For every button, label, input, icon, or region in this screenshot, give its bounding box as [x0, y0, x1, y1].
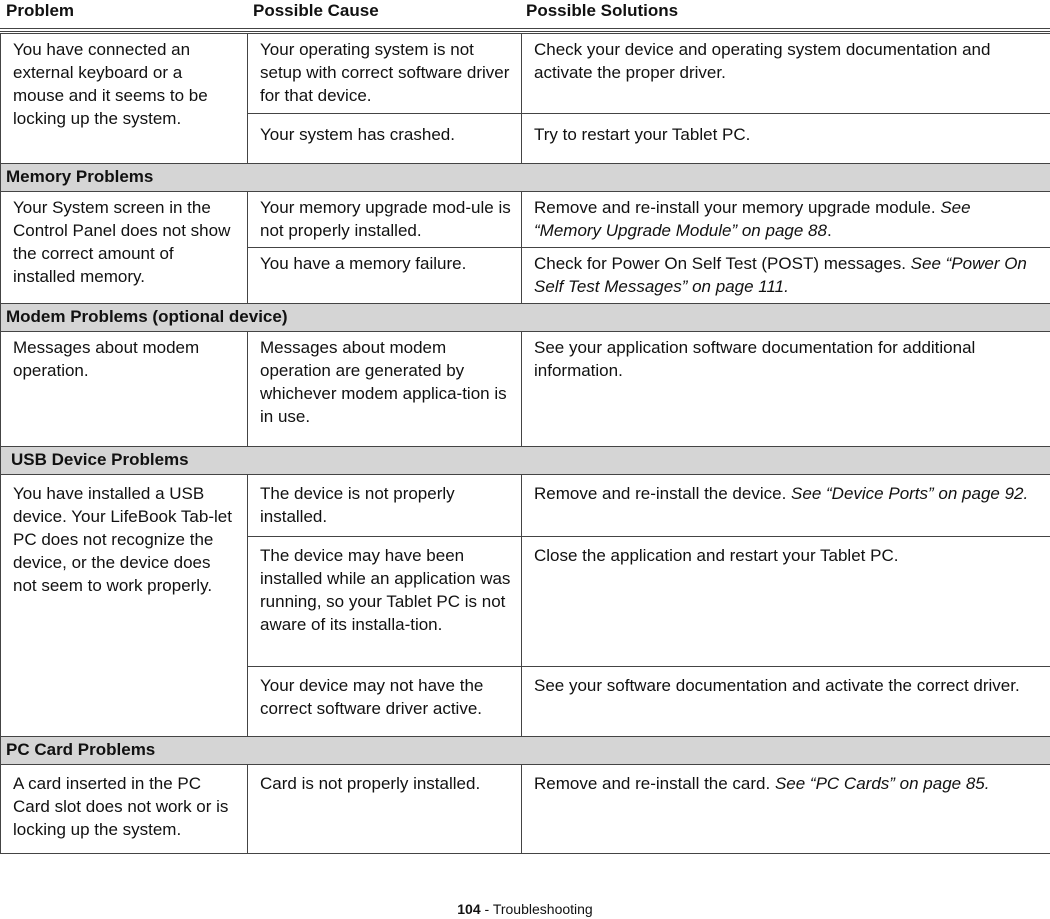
cross-reference-link[interactable]: See “Device Ports” on page 92.: [791, 484, 1029, 503]
table-row: [1, 332, 1050, 447]
troubleshooting-table: [0, 33, 1050, 854]
header-double-rule: [0, 31, 1050, 32]
cause-cell: Card is not properly installed.: [248, 765, 522, 854]
section-heading-modem: Modem Problems (optional device): [1, 304, 1050, 332]
section-row: [1, 164, 1050, 192]
solution-text: Remove and re-install the device.: [534, 484, 792, 503]
section-row: [1, 737, 1050, 765]
footer-separator: -: [480, 901, 493, 917]
cross-reference-link[interactable]: See “Power On Self Test Messages” on page 111.: [534, 254, 1027, 296]
solution-cell: See your software documentation and activate the correct driver.: [522, 667, 1050, 737]
solution-text: Remove and re-install your memory upgrade module.: [534, 198, 941, 217]
section-heading-memory: Memory Problems: [1, 164, 1050, 192]
header-possible-solutions: Possible Solutions: [526, 1, 679, 20]
solution-cell: [522, 192, 1050, 248]
header-problem: Problem: [6, 1, 75, 20]
cause-cell: The device is not properly installed.: [248, 475, 522, 537]
chapter-name: Troubleshooting: [492, 901, 593, 917]
solution-cell: See your application software documentation for additional information.: [522, 332, 1050, 447]
section-row: [1, 447, 1050, 475]
solution-cell: [522, 475, 1050, 537]
problem-cell: Messages about modem operation.: [1, 332, 248, 447]
cross-reference-link[interactable]: See “Memory Upgrade Module” on page 88: [534, 198, 971, 240]
page-number: 104: [457, 901, 481, 917]
cause-cell: Messages about modem operation are generated by whichever modem applica-tion is in use.: [248, 332, 522, 447]
table-row: [1, 475, 1050, 537]
solution-cell: [522, 765, 1050, 854]
cause-cell: Your system has crashed.: [248, 114, 522, 164]
table-row: [1, 192, 1050, 248]
cause-cell: Your operating system is not setup with correct software driver for that device.: [248, 34, 522, 114]
table-row: [1, 765, 1050, 854]
solution-text-end: .: [826, 221, 832, 240]
cross-reference-link[interactable]: See “PC Cards” on page 85.: [774, 774, 990, 793]
problem-cell: Your System screen in the Control Panel does not show the correct amount of installed memory.: [1, 192, 248, 304]
section-heading-pc-card: PC Card Problems: [1, 737, 1050, 765]
header-possible-cause: Possible Cause: [253, 1, 379, 20]
table-header: [0, 0, 1050, 29]
solution-text: Check for Power On Self Test (POST) messages.: [534, 254, 911, 273]
section-row: [1, 304, 1050, 332]
cause-cell: Your device may not have the correct software driver active.: [248, 667, 522, 737]
solution-cell: Close the application and restart your Tablet PC.: [522, 537, 1050, 667]
problem-cell: A card inserted in the PC Card slot does not work or is locking up the system.: [1, 765, 248, 854]
solution-cell: Check your device and operating system documentation and activate the proper driver.: [522, 34, 1050, 114]
section-heading-usb: USB Device Problems: [1, 447, 1050, 475]
problem-cell: You have connected an external keyboard or a mouse and it seems to be locking up the system.: [1, 34, 248, 164]
cause-cell: The device may have been installed while an application was running, so your Tablet PC is not aware of its installa-tion.: [248, 537, 522, 667]
problem-cell: You have installed a USB device. Your LifeBook Tab-let PC does not recognize the device, or the device does not seem to work properly.: [1, 475, 248, 737]
table-row: [1, 34, 1050, 114]
cause-cell: Your memory upgrade mod-ule is not properly installed.: [248, 192, 522, 248]
solution-cell: [522, 248, 1050, 304]
cause-cell: You have a memory failure.: [248, 248, 522, 304]
page-footer: [0, 901, 1050, 917]
solution-cell: Try to restart your Tablet PC.: [522, 114, 1050, 164]
solution-text: Remove and re-install the card.: [534, 774, 775, 793]
